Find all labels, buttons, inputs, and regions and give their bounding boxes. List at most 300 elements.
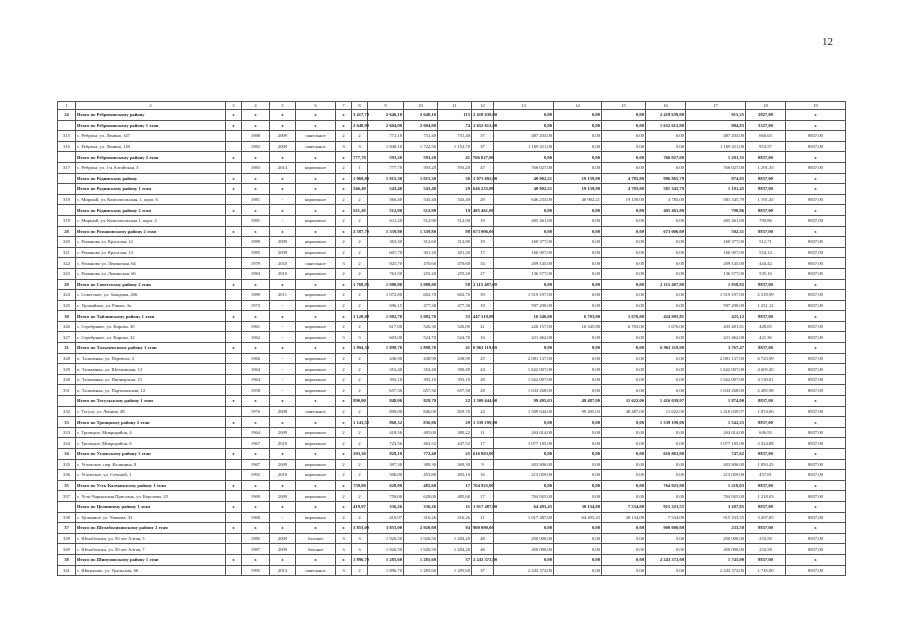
table-total-row bbox=[58, 120, 846, 131]
table-cell: 323 bbox=[58, 268, 76, 279]
table-cell: Итого по Усть-Калманскому району 1 этап bbox=[76, 480, 226, 491]
table-cell bbox=[226, 215, 242, 226]
table-cell: 1981 bbox=[242, 194, 270, 205]
table-cell: x bbox=[226, 501, 242, 512]
table-row bbox=[58, 268, 846, 279]
table-cell: x bbox=[270, 554, 296, 565]
table-row bbox=[58, 194, 846, 205]
table-cell: 322 bbox=[58, 258, 76, 269]
table-cell: 333 bbox=[58, 427, 76, 438]
table-cell: 1 519 197,00 bbox=[494, 290, 554, 301]
table-cell: 0,00 bbox=[602, 279, 646, 290]
table-cell: 336,26 bbox=[368, 501, 404, 512]
table-cell: 0,00 bbox=[602, 374, 646, 385]
table-cell: 0,00 bbox=[602, 247, 646, 258]
table-cell: Итого по Родинскому району 1 этап bbox=[76, 184, 226, 195]
table-cell: 1 652 612,00 bbox=[472, 120, 494, 131]
table-cell: 764 925,00 bbox=[494, 491, 554, 502]
table-cell: 646 233,00 bbox=[494, 194, 554, 205]
table-cell: 8837,00 bbox=[746, 480, 786, 491]
table-cell: 392,10 bbox=[368, 374, 404, 385]
table-cell: 221 462,00 bbox=[686, 332, 746, 343]
table-cell: 2 418 639,00 bbox=[646, 110, 686, 121]
table-cell: 1 894,30 bbox=[352, 343, 368, 354]
table-cell: кирпичное bbox=[296, 364, 336, 375]
table-cell: 8837,00 bbox=[786, 247, 846, 258]
table-cell: 3 bbox=[352, 544, 368, 555]
table-cell: 0,00 bbox=[554, 438, 602, 449]
table-cell: x bbox=[270, 279, 296, 290]
table-cell: 543,40 bbox=[368, 184, 404, 195]
table-cell: x bbox=[786, 226, 846, 237]
table-cell bbox=[58, 184, 76, 195]
table-cell: 0,00 bbox=[554, 247, 602, 258]
table-cell: 1976 bbox=[242, 406, 270, 417]
table-cell: 915,35 bbox=[686, 110, 746, 121]
table-cell: 526,30 bbox=[404, 321, 438, 332]
table-cell: 2010 bbox=[270, 470, 296, 481]
table-cell: 477,30 bbox=[438, 300, 472, 311]
table-cell: x bbox=[226, 184, 242, 195]
table-cell: 2 081 137,00 bbox=[494, 353, 554, 364]
table-cell: 777,70 bbox=[368, 162, 404, 173]
table-cell: x bbox=[786, 279, 846, 290]
table-cell bbox=[226, 459, 242, 470]
table-cell: 1989 bbox=[242, 237, 270, 248]
table-cell: 4 605,20 bbox=[746, 364, 786, 375]
table-cell: 2 648,00 bbox=[352, 120, 368, 131]
table-cell: x bbox=[786, 311, 846, 322]
table-cell: 1 339,80 bbox=[368, 226, 404, 237]
table-cell bbox=[58, 173, 76, 184]
table-total-row bbox=[58, 205, 846, 216]
table-cell: 444,42 bbox=[746, 258, 786, 269]
table-cell: 447 519,00 bbox=[472, 311, 494, 322]
table-cell: 58 bbox=[438, 279, 472, 290]
table-cell: 312,80 bbox=[438, 237, 472, 248]
table-cell: 581 345,79 bbox=[686, 194, 746, 205]
table-cell: x bbox=[296, 343, 336, 354]
table-cell: 1 633 268,00 bbox=[686, 385, 746, 396]
header-cell: 19 bbox=[786, 102, 846, 110]
table-cell: 2010 bbox=[270, 268, 296, 279]
table-cell: 1 169 411,00 bbox=[494, 141, 554, 152]
table-cell: 2 587,70 bbox=[352, 226, 368, 237]
table-cell: 2 bbox=[336, 237, 352, 248]
table-cell: x bbox=[242, 480, 270, 491]
table-cell: кирпичное bbox=[296, 268, 336, 279]
table-cell bbox=[226, 470, 242, 481]
table-cell: 330 bbox=[58, 374, 76, 385]
table-cell bbox=[226, 427, 242, 438]
table-cell: x bbox=[270, 396, 296, 407]
table-cell: кирпичное bbox=[296, 438, 336, 449]
table-cell: 1 071 692,00 bbox=[472, 173, 494, 184]
table-cell: 37 bbox=[58, 523, 76, 534]
table-total-row bbox=[58, 449, 846, 460]
table-cell: с. Угловское, ул. Степной, 1 bbox=[76, 470, 226, 481]
table-cell: 0,00 bbox=[646, 544, 686, 555]
table-cell: 8837,00 bbox=[786, 290, 846, 301]
table-cell: 1967 bbox=[242, 438, 270, 449]
table-cell: 607,70 bbox=[368, 247, 404, 258]
table-cell: 1 622 007,00 bbox=[494, 364, 554, 375]
table-cell: 16 bbox=[472, 332, 494, 343]
table-cell: 4 785,00 bbox=[602, 173, 646, 184]
table-cell: 1 284,20 bbox=[438, 533, 472, 544]
table-cell: 506,00 bbox=[368, 470, 404, 481]
table-cell: 0,00 bbox=[554, 374, 602, 385]
header-cell: 6 bbox=[296, 102, 336, 110]
table-cell: 393,10 bbox=[438, 374, 472, 385]
table-cell: 0,00 bbox=[554, 364, 602, 375]
table-cell: 829,70 bbox=[438, 406, 472, 417]
table-cell: - bbox=[270, 215, 296, 226]
header-cell: 2 bbox=[76, 102, 226, 110]
table-cell: 319 bbox=[58, 215, 76, 226]
table-cell: 403 806,00 bbox=[686, 459, 746, 470]
table-cell: 352,40 bbox=[368, 364, 404, 375]
table-cell: x bbox=[226, 110, 242, 121]
table-cell: 772,40 bbox=[404, 449, 438, 460]
table-cell: с. Мирный, ул. Комсомольская 1, корп. 4 bbox=[76, 215, 226, 226]
table-cell: 646 233,00 bbox=[472, 184, 494, 195]
table-cell: x bbox=[226, 205, 242, 216]
table-cell: 0,00 bbox=[646, 215, 686, 226]
table-cell: 2 bbox=[352, 406, 368, 417]
table-cell: 0,00 bbox=[554, 554, 602, 565]
table-cell: 0,00 bbox=[646, 300, 686, 311]
table-cell: x bbox=[296, 279, 336, 290]
table-cell: 24 bbox=[58, 110, 76, 121]
table-cell: 1989 bbox=[242, 290, 270, 301]
table-cell: 209 145,00 bbox=[686, 258, 746, 269]
table-cell: 48 487,00 bbox=[554, 396, 602, 407]
table-cell: 1987 bbox=[242, 544, 270, 555]
table-row bbox=[58, 374, 846, 385]
table-cell: 846,00 bbox=[404, 406, 438, 417]
table-cell: 597 290,00 bbox=[686, 300, 746, 311]
table-cell: 11 bbox=[438, 501, 472, 512]
header-cell: 7 bbox=[336, 102, 352, 110]
table-cell: 424 995,81 bbox=[646, 311, 686, 322]
table-cell: 450 000,00 bbox=[494, 533, 554, 544]
table-cell: 593,20 bbox=[438, 162, 472, 173]
table-cell: x bbox=[226, 311, 242, 322]
table-cell: п. Тальменка, ул. Шелковская, 13 bbox=[76, 364, 226, 375]
table-cell: x bbox=[336, 417, 352, 428]
table-cell: - bbox=[270, 364, 296, 375]
table-cell: 731,40 bbox=[438, 131, 472, 142]
table-cell: 0,00 bbox=[602, 290, 646, 301]
header-cell: 13 bbox=[494, 102, 554, 110]
table-cell: x bbox=[270, 184, 296, 195]
table-cell: 1 015,30 bbox=[368, 173, 404, 184]
table-cell: 0,00 bbox=[646, 374, 686, 385]
table-cell: кирпичное bbox=[296, 332, 336, 343]
table-cell: 0,00 bbox=[646, 247, 686, 258]
table-cell: 37 bbox=[472, 131, 494, 142]
table-total-row bbox=[58, 110, 846, 121]
table-cell: 2009 bbox=[270, 141, 296, 152]
table-cell: с. Шелаболиха, ул. 50 лет Алтая, 7 bbox=[76, 544, 226, 555]
table-cell: 33 bbox=[58, 417, 76, 428]
table-cell: 0,00 bbox=[602, 332, 646, 343]
table-cell: 0,00 bbox=[602, 237, 646, 248]
table-cell: x bbox=[242, 120, 270, 131]
table-cell bbox=[58, 152, 76, 163]
table-cell: x bbox=[242, 501, 270, 512]
table-cell: 2 bbox=[352, 290, 368, 301]
table-row bbox=[58, 258, 846, 269]
table-cell: 616 863,00 bbox=[472, 449, 494, 460]
table-cell: 1 218,03 bbox=[686, 480, 746, 491]
table-cell: 2 604,00 bbox=[368, 120, 404, 131]
table-cell bbox=[226, 131, 242, 142]
table-cell: 0,00 bbox=[494, 205, 554, 216]
table-cell: 233,58 bbox=[746, 544, 786, 555]
table-cell: 0,00 bbox=[602, 427, 646, 438]
table-cell: 0,00 bbox=[646, 438, 686, 449]
table-cell: - bbox=[270, 321, 296, 332]
table-cell: 2010 bbox=[270, 438, 296, 449]
table-cell: 1961 bbox=[242, 321, 270, 332]
table-cell bbox=[226, 364, 242, 375]
table-cell: 512,90 bbox=[404, 205, 438, 216]
table-cell: с. Угловское, пер. Калинина, 8 bbox=[76, 459, 226, 470]
table-cell: 1995 bbox=[242, 565, 270, 576]
table-cell: 166 907,00 bbox=[494, 247, 554, 258]
table-row bbox=[58, 353, 846, 364]
table-total-row bbox=[58, 480, 846, 491]
table-cell: 771,10 bbox=[368, 131, 404, 142]
table-cell: 17 bbox=[472, 438, 494, 449]
table-cell: 8837,00 bbox=[786, 491, 846, 502]
table-cell: 301,20 bbox=[438, 247, 472, 258]
table-cell: 1 926,50 bbox=[404, 533, 438, 544]
table-cell: 1985 bbox=[242, 247, 270, 258]
table-cell: 524,70 bbox=[404, 332, 438, 343]
table-cell: 352,40 bbox=[404, 364, 438, 375]
table-cell: 0,00 bbox=[554, 279, 602, 290]
table-cell: 804,83 bbox=[686, 120, 746, 131]
table-cell: 2 604,00 bbox=[404, 120, 438, 131]
table-cell: 37 bbox=[438, 554, 472, 565]
table-cell: 0,00 bbox=[554, 141, 602, 152]
table-cell: 1 926,50 bbox=[368, 544, 404, 555]
header-cell: 14 bbox=[554, 102, 602, 110]
table-cell: 30 134,00 bbox=[554, 501, 602, 512]
table-cell: 2 bbox=[352, 321, 368, 332]
table-cell: 3 853,00 bbox=[352, 523, 368, 534]
table-cell: 3 bbox=[336, 258, 352, 269]
table-cell: кирпичное bbox=[296, 237, 336, 248]
table-cell: 2 bbox=[336, 512, 352, 523]
table-cell: 2 bbox=[352, 194, 368, 205]
table-cell: 329 bbox=[58, 364, 76, 375]
table-cell: 11 622,00 bbox=[602, 396, 646, 407]
table-cell: 0,00 bbox=[602, 162, 646, 173]
table-cell: - bbox=[270, 385, 296, 396]
table-cell bbox=[226, 300, 242, 311]
table-cell: 1 285,60 bbox=[404, 565, 438, 576]
table-cell: 2009 bbox=[270, 237, 296, 248]
table-cell: x bbox=[242, 311, 270, 322]
table-cell: 8837,00 bbox=[746, 449, 786, 460]
table-cell: 2 bbox=[336, 470, 352, 481]
table-cell: 8837,00 bbox=[746, 205, 786, 216]
table-cell: кирпичное bbox=[296, 194, 336, 205]
table-cell: 8837,00 bbox=[746, 343, 786, 354]
table-cell: 731,40 bbox=[404, 131, 438, 142]
table-cell: 3 bbox=[336, 332, 352, 343]
table-cell: 1 143,52 bbox=[352, 417, 368, 428]
table-cell: 0,00 bbox=[602, 152, 646, 163]
table-cell: 1 191,45 bbox=[746, 194, 786, 205]
table-cell: 0,00 bbox=[602, 353, 646, 364]
table-cell: 2014 bbox=[270, 162, 296, 173]
table-cell: - bbox=[270, 353, 296, 364]
table-cell: Итого по Шелаболихинскому району 2 этап bbox=[76, 523, 226, 534]
table-cell: x bbox=[226, 152, 242, 163]
table-cell: 2009 bbox=[270, 544, 296, 555]
table-cell bbox=[226, 491, 242, 502]
table-cell: 1 519 197,00 bbox=[686, 290, 746, 301]
table-cell: 526,00 bbox=[438, 321, 472, 332]
table-cell: 8837,00 bbox=[786, 332, 846, 343]
table-row bbox=[58, 470, 846, 481]
table-cell: 1 069,80 bbox=[352, 173, 368, 184]
table-row bbox=[58, 215, 846, 226]
table-cell: 593,20 bbox=[404, 162, 438, 173]
table-cell: 64 495,45 bbox=[554, 512, 602, 523]
table-cell bbox=[226, 332, 242, 343]
table-cell: 1964 bbox=[242, 364, 270, 375]
table-cell: 8837,00 bbox=[746, 554, 786, 565]
table-cell: 8837,00 bbox=[786, 438, 846, 449]
table-cell: 2 bbox=[336, 438, 352, 449]
table-cell: 0,00 bbox=[494, 120, 554, 131]
table-cell: 1984 bbox=[242, 268, 270, 279]
table-cell: 3 853,00 bbox=[368, 523, 404, 534]
table-cell: - bbox=[270, 194, 296, 205]
table-cell: 3 767,47 bbox=[686, 343, 746, 354]
table-cell: 8837,00 bbox=[746, 279, 786, 290]
table-cell: 0,00 bbox=[554, 470, 602, 481]
table-row bbox=[58, 533, 846, 544]
table-cell: 336 bbox=[58, 470, 76, 481]
table-cell: x bbox=[786, 152, 846, 163]
table-cell: 8837,00 bbox=[786, 215, 846, 226]
table-cell: x bbox=[296, 152, 336, 163]
table-cell: 397,30 bbox=[368, 459, 404, 470]
table-cell: x bbox=[242, 523, 270, 534]
header-cell: 17 bbox=[686, 102, 746, 110]
table-cell: 0,00 bbox=[646, 141, 686, 152]
table-cell: 554,14 bbox=[746, 247, 786, 258]
table-cell: Итого по Тальменскому району 1 этап bbox=[76, 343, 226, 354]
table-total-row bbox=[58, 173, 846, 184]
table-cell: 1 898,70 bbox=[368, 343, 404, 354]
header-cell: 9 bbox=[368, 102, 404, 110]
table-cell: 766 027,00 bbox=[472, 152, 494, 163]
table-cell: x bbox=[270, 205, 296, 216]
table-cell: 0,00 bbox=[554, 290, 602, 301]
table-cell: 1 339 199,00 bbox=[472, 417, 494, 428]
table-cell: 29 bbox=[58, 279, 76, 290]
table-cell: x bbox=[270, 152, 296, 163]
table-cell: 312,60 bbox=[404, 237, 438, 248]
table-cell: 1 745,00 bbox=[686, 554, 746, 565]
table-cell: 160 377,00 bbox=[686, 237, 746, 248]
table-cell: 233,58 bbox=[686, 523, 746, 534]
table-cell: кирпичное bbox=[296, 215, 336, 226]
table-cell: x bbox=[296, 480, 336, 491]
table-cell: x bbox=[786, 343, 846, 354]
table-cell: 166 907,00 bbox=[686, 247, 746, 258]
table-cell: - bbox=[270, 374, 296, 385]
table-cell: 764 925,00 bbox=[686, 491, 746, 502]
table-cell: 611,20 bbox=[368, 215, 404, 226]
table-cell: 0,00 bbox=[554, 523, 602, 534]
table-cell: 581 345,79 bbox=[646, 184, 686, 195]
table-cell: 1 874,00 bbox=[746, 406, 786, 417]
table-cell: 0,00 bbox=[494, 152, 554, 163]
table-row bbox=[58, 427, 846, 438]
table-cell: 450 000,00 bbox=[494, 544, 554, 555]
table-cell: 1964 bbox=[242, 427, 270, 438]
table-cell bbox=[226, 237, 242, 248]
table-cell: панельное bbox=[296, 565, 336, 576]
table-row bbox=[58, 512, 846, 523]
table-cell: 543,40 bbox=[404, 184, 438, 195]
table-cell: 7 534,00 bbox=[646, 512, 686, 523]
table-cell: 2 518,99 bbox=[746, 290, 786, 301]
table-cell: блочное bbox=[296, 533, 336, 544]
table-row bbox=[58, 332, 846, 343]
table-cell: кирпичное bbox=[296, 300, 336, 311]
table-cell: 1 896,70 bbox=[368, 565, 404, 576]
table-cell: 0,00 bbox=[602, 438, 646, 449]
table-cell: 2010 bbox=[270, 258, 296, 269]
table-cell: 0,00 bbox=[494, 226, 554, 237]
table-cell: 986 865,79 bbox=[646, 173, 686, 184]
table-cell: 19 bbox=[472, 300, 494, 311]
table-cell: 0,00 bbox=[602, 417, 646, 428]
table-cell: 327 bbox=[58, 332, 76, 343]
table-cell: 628,00 bbox=[404, 491, 438, 502]
table-cell: с. Ребриха, ул. 1-я Алтайская, 3 bbox=[76, 162, 226, 173]
table-cell: 318 bbox=[58, 194, 76, 205]
table-cell: 1 926,50 bbox=[404, 544, 438, 555]
table-cell: 255,20 bbox=[404, 268, 438, 279]
table-cell: с. Целинное, ул. Чапаева, 33 bbox=[76, 512, 226, 523]
table-cell: 1 509 644,00 bbox=[472, 396, 494, 407]
table-cell: Итого по Советскому району 2 этап bbox=[76, 279, 226, 290]
table-cell: 1983 bbox=[242, 162, 270, 173]
table-cell: Итого по Ребрихинскому району 1 этап bbox=[76, 120, 226, 131]
header-cell: 1 bbox=[58, 102, 76, 110]
table-cell: 8837,00 bbox=[786, 544, 846, 555]
table-cell: 8837,00 bbox=[746, 152, 786, 163]
table-cell: 369,30 bbox=[438, 459, 472, 470]
table-cell: x bbox=[226, 279, 242, 290]
table-cell: 2827,00 bbox=[746, 110, 786, 121]
table-cell: 1 416 039,97 bbox=[686, 406, 746, 417]
table-cell: 2 bbox=[336, 459, 352, 470]
table-cell: 836,86 bbox=[404, 417, 438, 428]
table-cell: 8837,00 bbox=[746, 311, 786, 322]
